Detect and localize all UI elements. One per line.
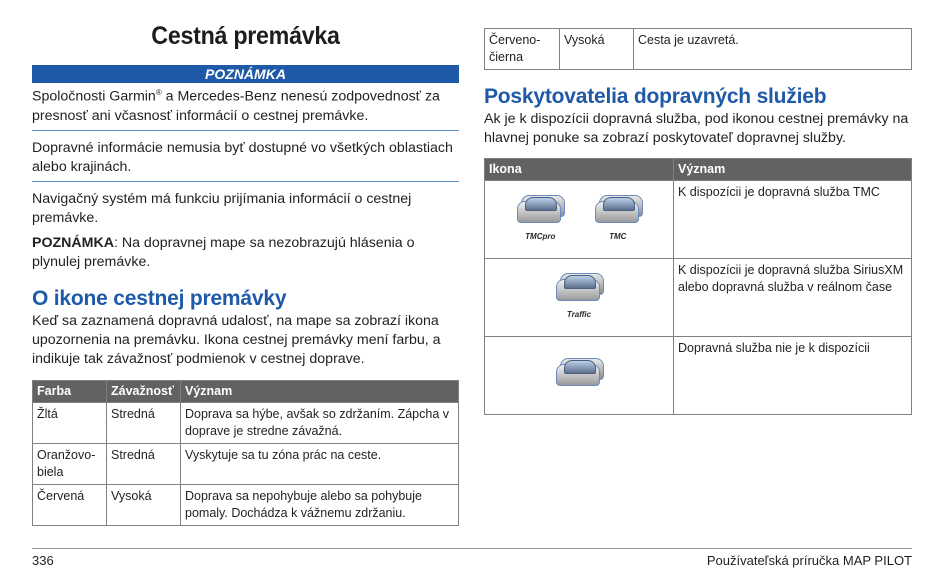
icon-label: TMCpro: [525, 231, 556, 241]
table-header: Ikona: [485, 159, 674, 181]
section-paragraph-traffic-icon: Keď sa zaznamená dopravná udalosť, na mape sa zobrazí ikona upozornenia na premávku. Ikona cestnej premávky mení farbu, a indikuje tak závažnosť podmienok v cestnej doprave.: [32, 312, 441, 367]
table-row: [485, 337, 912, 415]
table-cell: Doprava sa hýbe, avšak so zdržaním. Zápcha v doprave je stredne závažná.: [181, 402, 459, 443]
table-cell: Oranžovo-biela: [33, 443, 107, 484]
car-icon: [556, 358, 602, 388]
table-header: Význam: [674, 159, 912, 181]
table-row: [33, 443, 459, 484]
table-header: Význam: [181, 380, 459, 402]
table-cell: K dispozícii je dopravná služba SiriusXM alebo dopravná služba v reálnom čase: [674, 259, 912, 337]
icon-cell: [485, 259, 674, 337]
table-row: [485, 29, 912, 70]
page-title: Cestná premávka: [151, 22, 340, 50]
table-cell: Červeno-čierna: [485, 29, 560, 70]
table-cell: Vysoká: [560, 29, 634, 70]
severity-table: [32, 380, 459, 526]
receiver-paragraph: Navigačný systém má funkciu prijímania informácií o cestnej premávke.: [32, 190, 412, 226]
provider-table: [484, 158, 912, 415]
table-header: Farba: [33, 380, 107, 402]
no-traffic-service-icon: [556, 358, 602, 393]
table-cell: Stredná: [107, 443, 181, 484]
right-column: [484, 28, 912, 415]
section-title-providers: Poskytovatelia dopravných služieb: [484, 85, 827, 108]
table-header-row: [33, 380, 459, 402]
table-cell: Červená: [33, 484, 107, 525]
table-row: [485, 181, 912, 259]
manual-title: Používateľská príručka MAP PILOT: [706, 553, 912, 568]
icon-label: Traffic: [566, 309, 592, 319]
table-row: [33, 484, 459, 525]
table-cell: K dispozícii je dopravná služba TMC: [674, 181, 912, 259]
footer-divider: [32, 548, 912, 549]
icon-cell: [485, 337, 674, 415]
section-title-traffic-icon: O ikone cestnej premávky: [32, 286, 287, 310]
tmc-pro-traffic-icon: [517, 195, 563, 245]
table-cell: Doprava sa nepohybuje alebo sa pohybuje pomaly. Dochádza k vážnemu zdržaniu.: [181, 484, 459, 525]
table-cell: Žltá: [33, 402, 107, 443]
table-cell: Vysoká: [107, 484, 181, 525]
car-icon: [556, 273, 602, 303]
table-cell: Vyskytuje sa tu zóna prác na ceste.: [181, 443, 459, 484]
table-row: [485, 259, 912, 337]
availability-paragraph: Dopravné informácie nemusia byť dostupné vo všetkých oblastiach alebo krajinách.: [32, 139, 459, 182]
table-header: Závažnosť: [107, 380, 181, 402]
car-icon: [517, 195, 563, 225]
icon-cell: [485, 181, 674, 259]
table-cell: Cesta je uzavretá.: [634, 29, 912, 70]
section-paragraph-providers: Ak je k dispozícii dopravná služba, pod ikonou cestnej premávky na hlavnej ponuke sa zobrazí poskytovateľ dopravnej služby.: [484, 111, 909, 146]
icon-label: TMC: [609, 231, 627, 241]
table-header-row: [485, 159, 912, 181]
table-cell: Stredná: [107, 402, 181, 443]
car-icon: [595, 195, 641, 225]
table-cell: Dopravná služba nie je k dispozícii: [674, 337, 912, 415]
realtime-traffic-icon: [556, 273, 602, 323]
note-paragraph: Spoločnosti Garmin® a Mercedes-Benz nenesú zodpovednosť za presnosť ani včasnosť informácií o cestnej premávke.: [32, 83, 459, 131]
tmc-traffic-icon: [595, 195, 641, 245]
table-row: [33, 402, 459, 443]
severity-table-continued: [484, 28, 912, 70]
left-column: [32, 22, 459, 526]
note-banner: POZNÁMKA: [32, 65, 459, 83]
note2-paragraph: POZNÁMKA: Na dopravnej mape sa nezobrazujú hlásenia o plynulej premávke.: [32, 234, 415, 270]
page-number: 336: [32, 553, 54, 568]
